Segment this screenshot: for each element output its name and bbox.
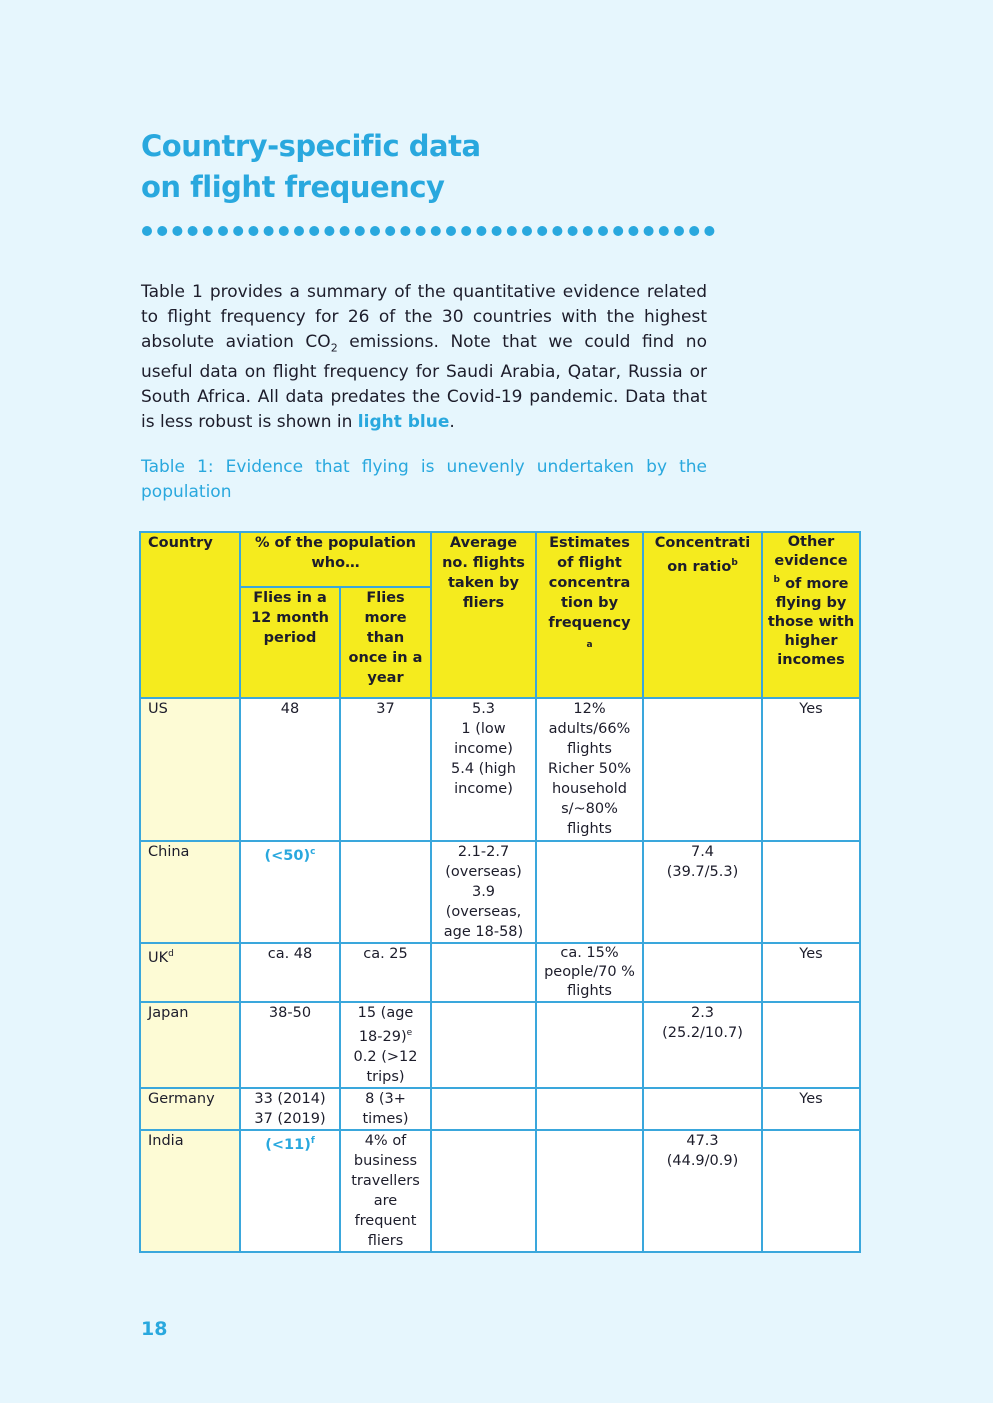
avg-flights-cell bbox=[431, 841, 536, 943]
country-cell: Japan bbox=[140, 1002, 240, 1088]
page-number: 18 bbox=[141, 1318, 168, 1340]
flies-more-cell bbox=[340, 1002, 431, 1088]
divider-dot bbox=[507, 226, 517, 236]
table-caption: Table 1: Evidence that flying is unevenly undertaken by the population bbox=[141, 457, 707, 502]
divider-dot bbox=[598, 226, 608, 236]
conc-line: 47.3 bbox=[686, 1132, 719, 1149]
avg-flights-cell bbox=[431, 1130, 536, 1252]
estimate-line: Richer 50% household s/~80% flights bbox=[548, 761, 631, 837]
concentration-cell bbox=[643, 1130, 762, 1252]
table-row bbox=[140, 1130, 860, 1252]
header-estimates-sup: a bbox=[586, 640, 593, 650]
divider-dot bbox=[324, 226, 334, 236]
divider-dot bbox=[385, 226, 395, 236]
divider-dot bbox=[370, 226, 380, 236]
header-country: Country bbox=[140, 532, 240, 698]
estimates-cell bbox=[536, 841, 643, 943]
concentration-cell bbox=[643, 698, 762, 841]
other-evidence-cell bbox=[762, 1130, 860, 1252]
divider-dot bbox=[294, 226, 304, 236]
divider-dot bbox=[218, 226, 228, 236]
divider-dot bbox=[552, 226, 562, 236]
flies-more-cell: ca. 25 bbox=[340, 943, 431, 1002]
divider-dot bbox=[142, 226, 152, 236]
header-other-evidence bbox=[762, 532, 860, 698]
header-other-sup: b bbox=[773, 575, 780, 585]
divider-dot bbox=[172, 226, 182, 236]
other-evidence-cell: Yes bbox=[762, 698, 860, 841]
divider-dot bbox=[400, 226, 410, 236]
avg-line: 1 (low income) bbox=[454, 721, 513, 757]
avg-line: 5.3 bbox=[471, 701, 496, 717]
divider-dot bbox=[157, 226, 167, 236]
flies-12m-cell bbox=[240, 841, 340, 943]
avg-flights-cell bbox=[431, 698, 536, 841]
header-concentration-sup: b bbox=[731, 558, 738, 568]
table-row bbox=[140, 1002, 860, 1088]
divider-dot bbox=[689, 226, 699, 236]
flies-more-text: 15 (age 18-29) bbox=[357, 1005, 414, 1045]
conc-line: (25.2/10.7) bbox=[662, 1025, 743, 1041]
estimates-cell bbox=[536, 943, 643, 1002]
header-avg-flights: Average no. flights taken by fliers bbox=[431, 532, 536, 698]
country-cell: China bbox=[140, 841, 240, 943]
divider-dot bbox=[583, 226, 593, 236]
avg-flights-cell bbox=[431, 943, 536, 1002]
header-pct-group: % of the population who… bbox=[240, 532, 431, 587]
other-evidence-cell bbox=[762, 841, 860, 943]
header-estimates-text: Estimates of flight concentra tion by frequency bbox=[548, 535, 631, 631]
concentration-cell bbox=[643, 1088, 762, 1130]
divider-dot bbox=[522, 226, 532, 236]
divider-dot bbox=[461, 226, 471, 236]
title-line-1: Country-specific data bbox=[141, 129, 481, 163]
flies-12m-line: 37 (2019) bbox=[254, 1110, 326, 1127]
footnote-mark: f bbox=[310, 1135, 315, 1146]
less-robust-value: (<11) bbox=[265, 1136, 311, 1153]
divider-dot bbox=[279, 226, 289, 236]
divider-dot bbox=[704, 226, 714, 236]
light-blue-label: light blue bbox=[357, 412, 450, 433]
divider-dot bbox=[431, 226, 441, 236]
intro-end: . bbox=[449, 412, 455, 433]
divider-dot bbox=[416, 226, 426, 236]
conc-line: 7.4 bbox=[690, 844, 715, 860]
conc-line: (39.7/5.3) bbox=[666, 864, 739, 880]
concentration-cell bbox=[643, 841, 762, 943]
flies-more-cell: 37 bbox=[340, 698, 431, 841]
flies-12m-cell: 38-50 bbox=[240, 1002, 340, 1088]
divider-dot bbox=[233, 226, 243, 236]
table-row bbox=[140, 841, 860, 943]
other-evidence-cell: Yes bbox=[762, 943, 860, 1002]
country-cell bbox=[140, 943, 240, 1002]
country-name: UK bbox=[148, 949, 169, 966]
concentration-cell bbox=[643, 943, 762, 1002]
divider-dot bbox=[340, 226, 350, 236]
table-row bbox=[140, 943, 860, 1002]
header-concentration bbox=[643, 532, 762, 698]
flies-12m-cell bbox=[240, 1088, 340, 1130]
flies-12m-cell: 48 bbox=[240, 698, 340, 841]
flies-more-cell: 8 (3+ times) bbox=[340, 1088, 431, 1130]
estimates-cell bbox=[536, 1088, 643, 1130]
header-flies-12m: Flies in a 12 month period bbox=[240, 587, 340, 698]
country-cell: US bbox=[140, 698, 240, 841]
title-line-2: on flight frequency bbox=[141, 170, 445, 204]
divider-dot bbox=[264, 226, 274, 236]
divider-dot bbox=[613, 226, 623, 236]
flight-frequency-table bbox=[139, 531, 861, 1253]
divider-dot bbox=[492, 226, 502, 236]
header-other-pre: Other evidence bbox=[774, 534, 848, 569]
intro-subscript: 2 bbox=[330, 341, 338, 355]
divider-dot bbox=[568, 226, 578, 236]
intro-paragraph bbox=[141, 280, 707, 435]
estimates-cell bbox=[536, 1002, 643, 1088]
footnote-mark: d bbox=[168, 949, 174, 959]
table-row bbox=[140, 698, 860, 841]
conc-line: (44.9/0.9) bbox=[666, 1152, 739, 1169]
other-evidence-cell: Yes bbox=[762, 1088, 860, 1130]
flies-more-cell bbox=[340, 841, 431, 943]
divider-dot bbox=[476, 226, 486, 236]
country-cell: Germany bbox=[140, 1088, 240, 1130]
intro-text-1: Table 1 provides a summary of the quantitative evidence related to flight frequency for 26 of the 30 countries with the highest absolute aviation CO bbox=[141, 282, 707, 352]
estimates-cell bbox=[536, 1130, 643, 1252]
page-title bbox=[141, 126, 481, 208]
flies-12m-cell bbox=[240, 1130, 340, 1252]
divider-dot bbox=[203, 226, 213, 236]
intro-text-2: emissions. Note that we could find no useful data on flight frequency for Saudi Arabia, Qatar, Russia or South Africa. All data predates the Covid-19 pandemic. Data that is less robust is shown in bbox=[141, 332, 707, 433]
less-robust-value: (<50) bbox=[264, 847, 311, 864]
header-estimates bbox=[536, 532, 643, 698]
divider-dot bbox=[674, 226, 684, 236]
flies-12m-cell: ca. 48 bbox=[240, 943, 340, 1002]
divider-dot bbox=[537, 226, 547, 236]
header-flies-more: Flies more than once in a year bbox=[340, 587, 431, 698]
estimate-line: ca. 15% people/70 % flights bbox=[544, 945, 635, 999]
header-other-post: of more flying by those with higher incomes bbox=[767, 575, 855, 668]
footnote-mark: e bbox=[406, 1028, 413, 1038]
avg-line: 3.9 (overseas, age 18-58) bbox=[443, 884, 524, 940]
divider-dot bbox=[644, 226, 654, 236]
dotted-divider bbox=[141, 222, 715, 240]
concentration-cell bbox=[643, 1002, 762, 1088]
avg-line: 5.4 (high income) bbox=[451, 761, 516, 797]
estimate-line: 12% adults/66% flights bbox=[548, 701, 631, 757]
other-evidence-cell bbox=[762, 1002, 860, 1088]
table-row bbox=[140, 1088, 860, 1130]
avg-flights-cell bbox=[431, 1002, 536, 1088]
footnote-mark: c bbox=[310, 847, 316, 857]
flies-more-line bbox=[345, 1003, 426, 1047]
divider-dot bbox=[309, 226, 319, 236]
divider-dot bbox=[248, 226, 258, 236]
divider-dot bbox=[355, 226, 365, 236]
conc-line: 2.3 bbox=[690, 1005, 715, 1021]
avg-line: 2.1-2.7 (overseas) bbox=[445, 844, 522, 880]
estimates-cell bbox=[536, 698, 643, 841]
flies-more-line: 0.2 (>12 trips) bbox=[353, 1048, 418, 1085]
divider-dot bbox=[446, 226, 456, 236]
divider-dot bbox=[628, 226, 638, 236]
divider-dot bbox=[188, 226, 198, 236]
divider-dot bbox=[659, 226, 669, 236]
country-cell: India bbox=[140, 1130, 240, 1252]
flies-12m-line: 33 (2014) bbox=[254, 1090, 326, 1107]
header-concentration-text: Concentrati on ratio bbox=[654, 535, 751, 575]
avg-flights-cell bbox=[431, 1088, 536, 1130]
flies-more-cell: 4% of business travellers are frequent fliers bbox=[340, 1130, 431, 1252]
